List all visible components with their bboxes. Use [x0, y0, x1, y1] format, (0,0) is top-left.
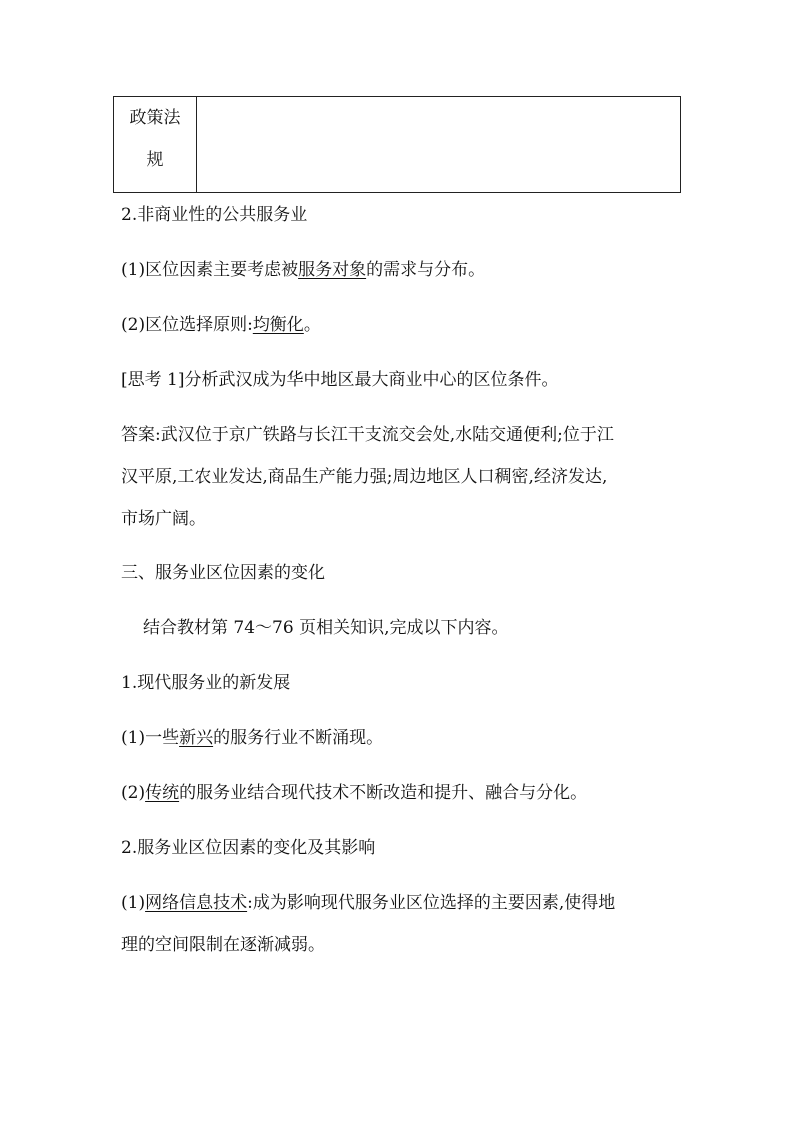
- table-row-label-line2: 规: [146, 150, 164, 170]
- section3-sub2-item1-line2: 理的空间限制在逐渐减弱。: [121, 935, 325, 955]
- section3-intro: 结合教材第 74～76 页相关知识,完成以下内容。: [143, 618, 509, 638]
- section3-heading: 三、服务业区位因素的变化: [121, 563, 325, 583]
- think1-question: [思考 1]分析武汉成为华中地区最大商业中心的区位条件。: [121, 370, 559, 390]
- section3-sub1-item2-suffix: 的服务业结合现代技术不断改造和提升、融合与分化。: [179, 783, 588, 803]
- table-row-label: [114, 97, 197, 193]
- section3-sub1-item2-underlined: 传统: [145, 783, 180, 803]
- think1-answer-line3: 市场广阔。: [121, 509, 206, 529]
- policy-table: [113, 96, 681, 193]
- section3-sub2-item1: [121, 893, 615, 913]
- section3-sub2-item1-prefix: (1): [121, 893, 146, 913]
- section3-sub2-heading: 2.服务业区位因素的变化及其影响: [121, 838, 376, 858]
- section2-heading: 2.非商业性的公共服务业: [121, 205, 308, 225]
- section3-sub1-item1: [121, 728, 383, 748]
- section2-item2: [121, 315, 321, 335]
- section2-item2-suffix: 。: [303, 315, 321, 335]
- section2-item1-suffix: 的需求与分布。: [366, 260, 486, 280]
- section3-sub2-item1-underlined: 网络信息技术: [145, 893, 248, 913]
- table-row-content: [197, 97, 681, 193]
- section3-sub1-item2: [121, 783, 587, 803]
- think1-answer-line1: 答案:武汉位于京广铁路与长江干支流交会处,水陆交通便利;位于江: [121, 425, 614, 445]
- section3-sub1-item1-suffix: 的服务行业不断涌现。: [213, 728, 384, 748]
- think1-answer-line2: 汉平原,工农业发达,商品生产能力强;周边地区人口稠密,经济发达,: [121, 467, 608, 487]
- section2-item2-underlined: 均衡化: [252, 315, 304, 335]
- section3-sub1-heading: 1.现代服务业的新发展: [121, 673, 291, 693]
- section2-item1-prefix: (1)区位因素主要考虑被: [121, 260, 299, 280]
- table-row-label-line1: 政策法: [129, 108, 181, 128]
- section2-item2-prefix: (2)区位选择原则:: [121, 315, 253, 335]
- section3-sub1-item1-prefix: (1)一些: [121, 728, 180, 748]
- section3-sub1-item1-underlined: 新兴: [179, 728, 214, 748]
- section2-item1-underlined: 服务对象: [298, 260, 367, 280]
- section2-item1: [121, 260, 485, 280]
- section3-sub1-item2-prefix: (2): [121, 783, 146, 803]
- section3-sub2-item1-suffix: :成为影响现代服务业区位选择的主要因素,使得地: [247, 893, 616, 913]
- table-row: [114, 97, 681, 193]
